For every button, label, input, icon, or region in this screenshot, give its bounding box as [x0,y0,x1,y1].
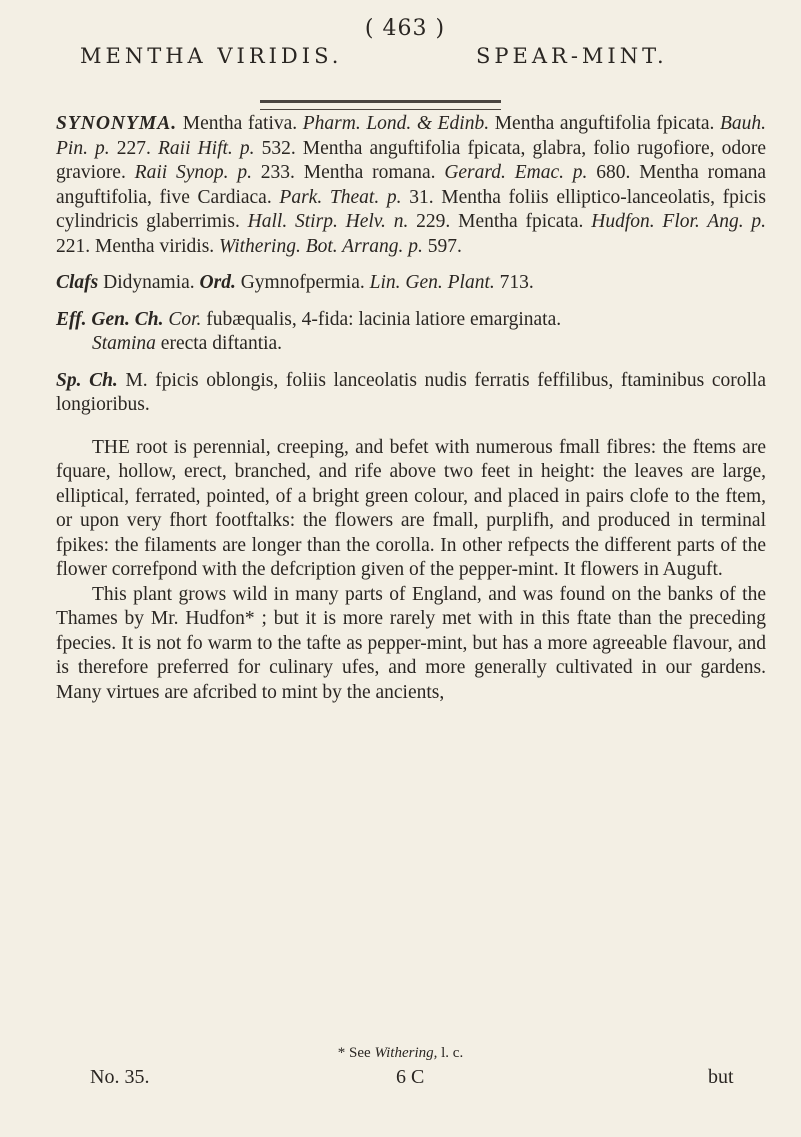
synonym-reference: Withering. Bot. Arrang. p. [219,235,423,257]
synonym-text: 532. Mentha anguftifolia fpicata, glabra, folio rugofiore, odore graviore. [56,137,767,183]
synonym-reference: Raii Hift. p. [157,137,255,159]
synonyma-label: SYNONYMA. [56,113,178,134]
synonym-reference: Bauh. Pin. p. [56,113,766,159]
sp-ch-text: M. fpicis oblongis, foliis lanceolatis nudis ferratis feffilibus, ftaminibus corolla longioribus. [56,369,767,415]
eff-text: erecta diftantia. [160,333,283,354]
clafs-text: Gymnofpermia. [240,272,365,293]
stamina-label: Stamina [92,333,156,354]
synonym-text: 229. Mentha fpicata. [416,211,584,232]
footnote-text: l. c. [441,1045,464,1061]
synonym-reference: Hudfon. Flor. Ang. p. [591,211,767,232]
synonym-reference: Park. Theat. p. [279,186,402,208]
synonym-text: 221. Mentha viridis. [56,235,215,257]
ord-label: Ord. [199,272,236,293]
ornamental-rule [260,100,501,110]
signature-mark: 6 C [396,1066,425,1088]
page-footer [0,1066,801,1096]
footnote-reference: Withering, [374,1045,438,1061]
corolla-label: Cor. [168,308,202,330]
synonyma-paragraph [56,112,766,259]
synonym-text: 233. Mentha romana. [260,162,436,183]
footnote-marker: * See [337,1045,371,1061]
clafs-paragraph [56,271,766,296]
clafs-text: 713. [499,272,534,293]
running-head-english: SPEAR-MINT. [476,44,668,68]
main-text [56,112,766,705]
eff-gen-label: Eff. Gen. Ch. [56,308,164,330]
synonym-reference: Hall. Stirp. Helv. n. [247,211,409,232]
synonym-text: Mentha anguftifolia fpicata. [494,113,715,134]
synonym-reference: Gerard. Emac. p. [444,162,588,183]
specific-character-paragraph [56,369,766,418]
issue-number: No. 35. [90,1066,150,1088]
synonym-text: Mentha fativa. [182,113,298,134]
habitat-paragraph: This plant grows wild in many parts of England, and was found on the banks of the Thames by Mr. Hudfon* ; but it is more rarely met with in this ftate than the preceding fpecies. It is not fo warm to the tafte as pepper-mint, but has a more agreeable flavour, and is therefore preferred for culinary ufes, and more generally cultivated in our gardens. Many virtues are afcribed to mint by the ancients, [56,583,766,703]
synonym-text: 31. Mentha foliis elliptico-lanceolatis, fpicis cylindricis glaberrimis. [56,186,767,232]
running-head-latin: MENTHA VIRIDIS. [80,44,343,68]
synonym-text: 680. Mentha romana anguftifolia, five Cardiaca. [56,162,767,208]
sp-ch-label: Sp. Ch. [56,369,118,391]
synonym-reference: Pharm. Lond. & Edinb. [302,113,490,134]
synonym-reference: Raii Synop. p. [134,162,252,183]
synonym-text: 227. [116,137,151,159]
page-number: ( 463 ) [364,16,446,41]
synonym-text: 597. [427,235,462,257]
footnote [0,1045,801,1062]
clafs-label: Clafs [56,272,99,293]
description-paragraph: THE root is perennial, creeping, and befet with numerous fmall fibres: the ftems are fquare, hollow, erect, branched, and rife above two feet in height: the leaves are large, elliptical, ferrated, pointed, of a bright green colour, and placed in pairs clofe to the ftem, or upon very fhort footftalks: the flowers are fmall, purplifh, and produced in terminal fpikes: the filaments are longer than the corolla. In other refpects the different parts of the flower correfpond with the defcription given of the pepper-mint. It flowers in Auguft. [56,436,766,580]
catchword: but [708,1066,734,1088]
clafs-text: Didynamia. [103,272,195,293]
eff-text: fubæqualis, 4-fida: lacinia latiore emarginata. [206,308,562,330]
page-header [0,14,801,68]
clafs-reference: Lin. Gen. Plant. [369,272,495,293]
essential-character-paragraph [56,308,766,357]
